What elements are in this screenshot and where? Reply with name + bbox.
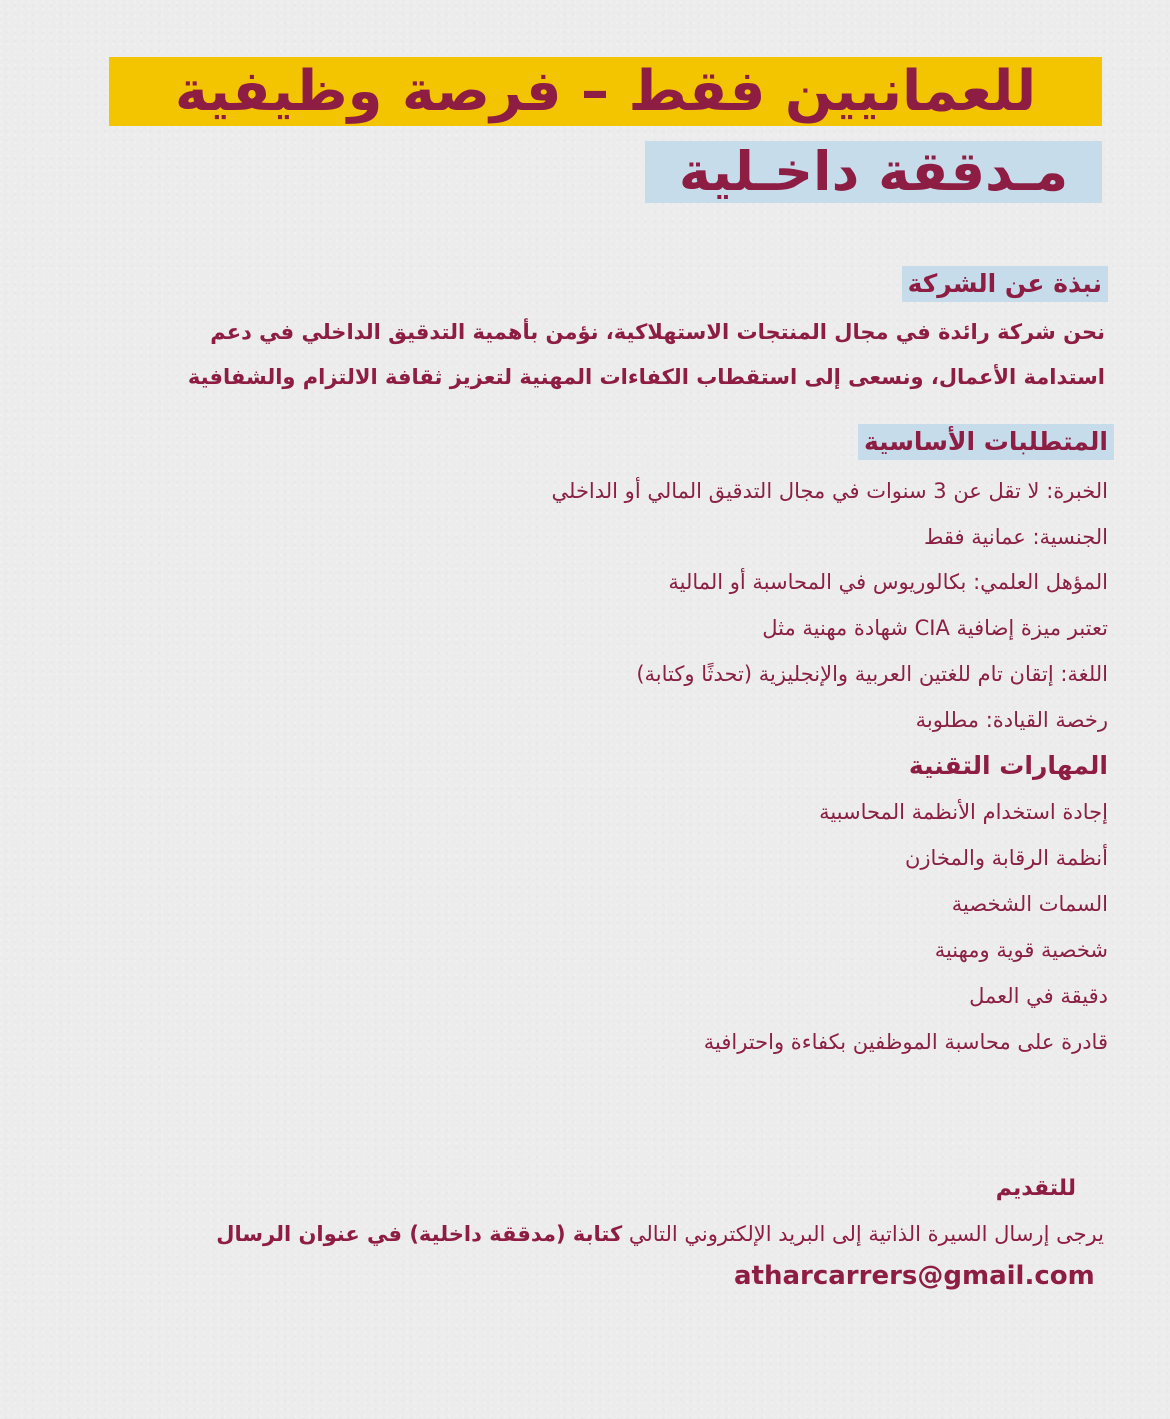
about-text-line-1: نحن شركة رائدة في مجال المنتجات الاستهلاكية، نؤمن بأهمية التدقيق الداخلي في دعم <box>210 320 1105 344</box>
skill-item: أنظمة الرقابة والمخازن <box>904 846 1108 870</box>
page-subtitle: مـدققة داخـلية <box>645 141 1102 203</box>
requirement-item: المؤهل العلمي: بكالوريوس في المحاسبة أو المالية <box>668 570 1108 594</box>
skill-item: دقيقة في العمل <box>969 984 1108 1008</box>
apply-email-link[interactable]: atharcarrers@gmail.com <box>734 1261 1095 1291</box>
about-heading: نبذة عن الشركة <box>902 266 1108 302</box>
requirement-item: تعتبر ميزة إضافية CIA شهادة مهنية مثل <box>762 616 1108 640</box>
skills-heading: المهارات التقنية <box>908 751 1108 780</box>
requirements-heading: المتطلبات الأساسية <box>858 424 1114 460</box>
requirement-item: الخبرة: لا تقل عن 3 سنوات في مجال التدقيق المالي أو الداخلي <box>551 479 1108 503</box>
skill-item: شخصية قوية ومهنية <box>934 938 1108 962</box>
page-title: للعمانيين فقط – فرصة وظيفية <box>109 57 1102 126</box>
apply-heading: للتقديم <box>995 1176 1076 1201</box>
apply-instructions <box>216 1219 1104 1249</box>
requirement-item: اللغة: إتقان تام للغتين العربية والإنجليزية (تحدثًا وكتابة) <box>636 662 1108 686</box>
skill-item: السمات الشخصية <box>951 892 1108 916</box>
requirement-item: الجنسية: عمانية فقط <box>924 525 1108 549</box>
apply-subject-note: كتابة (مدققة داخلية) في عنوان الرسال <box>216 1222 623 1246</box>
requirement-item: رخصة القيادة: مطلوبة <box>915 708 1108 732</box>
skill-item: قادرة على محاسبة الموظفين بكفاءة واحترافية <box>703 1030 1108 1054</box>
apply-instructions-text: يرجى إرسال السيرة الذاتية إلى البريد الإلكتروني التالي <box>628 1222 1104 1246</box>
about-text-line-2: استدامة الأعمال، ونسعى إلى استقطاب الكفاءات المهنية لتعزيز ثقافة الالتزام والشفافية <box>187 365 1105 389</box>
skill-item: إجادة استخدام الأنظمة المحاسبية <box>819 800 1108 824</box>
